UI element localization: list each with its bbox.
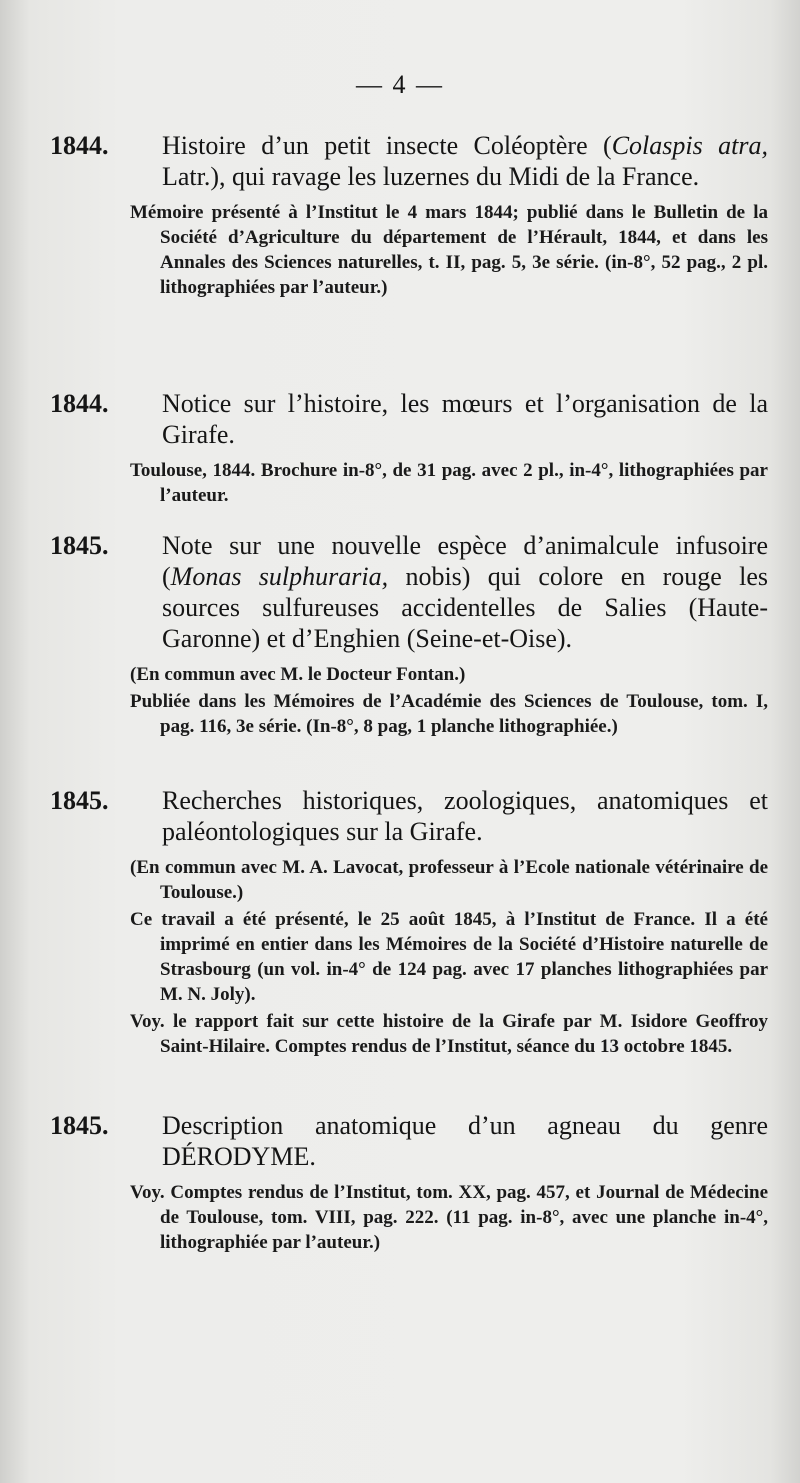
entry-note: Toulouse, 1844. Brochure in-8°, de 31 pag. avec 2 pl., in-4°, lithographiées par l’auteur.: [130, 460, 768, 506]
page-number: — 4 —: [356, 70, 444, 99]
bibliography-entry: [50, 1110, 768, 1255]
entry-year: 1845.: [50, 1111, 109, 1140]
species-name: Monas sulphuraria,: [170, 562, 389, 591]
entry-note: (En commun avec M. A. Lavocat, professeur à l’Ecole nationale vétérinaire de Toulouse.): [130, 857, 768, 903]
entry-note: Ce travail a été présenté, le 25 août 1845, à l’Institut de France. Il a été imprimé en entier dans les Mémoires de la Société d’Histoire naturelle de Strasbourg (un vol. in-4° de 124 pag. avec 17 planches lithographiées par M. N. Joly).: [130, 909, 768, 1005]
species-name: Colaspis atra,: [611, 131, 768, 160]
entry-title: 1845. Recherches historiques, zoologiques, anatomiques et paléontologiques sur la Girafe.: [50, 786, 768, 846]
entry-note: Publiée dans les Mémoires de l’Académie des Sciences de Toulouse, tom. I, pag. 116, 3e série. (In-8°, 8 pag, 1 planche lithographiée.): [130, 691, 768, 737]
entry-note: (En commun avec M. le Docteur Fontan.): [130, 664, 466, 685]
entry-year: 1844.: [50, 131, 109, 160]
entry-year: 1845.: [50, 531, 109, 560]
entry-title: 1844. Histoire d’un petit insecte Coléoptère (Colaspis atra, Latr.), qui ravage les luzernes du Midi de la France.: [50, 131, 768, 191]
entry-year: 1844.: [50, 389, 109, 418]
bibliography-entry: [50, 530, 768, 739]
entry-note: Voy. le rapport fait sur cette histoire de la Girafe par M. Isidore Geoffroy Saint-Hilaire. Comptes rendus de l’Institut, séance du 13 octobre 1845.: [130, 1011, 768, 1057]
bibliography-entry: [50, 785, 768, 1059]
entry-year: 1845.: [50, 786, 109, 815]
entry-note: Voy. Comptes rendus de l’Institut, tom. XX, pag. 457, et Journal de Médecine de Toulouse, tom. VIII, pag. 222. (11 pag. in-8°, avec une planche in-4°, lithographiée par l’auteur.): [130, 1182, 768, 1253]
entry-title: 1845. Note sur une nouvelle espèce d’animalcule infusoire (Monas sulphuraria, nobis) qui colore en rouge les sources sulfureuses accidentelles de Salies (Haute-Garonne) et d’Enghien (Seine-et-Oise).: [50, 531, 769, 653]
entry-note: Mémoire présenté à l’Institut le 4 mars 1844; publié dans le Bulletin de la Société d’Agriculture du département de l’Hérault, 1844, et dans les Annales des Sciences naturelles, t. II, pag. 5, 3e série. (in-8°, 52 pag., 2 pl. lithographiées par l’auteur.): [130, 202, 768, 298]
bibliography-entry: [50, 388, 768, 508]
entry-title: 1845. Description anatomique d’un agneau du genre DÉRODYME.: [50, 1111, 768, 1171]
entry-title: 1844. Notice sur l’histoire, les mœurs et l’organisation de la Girafe.: [50, 389, 768, 449]
bibliography-entry: [50, 130, 768, 300]
